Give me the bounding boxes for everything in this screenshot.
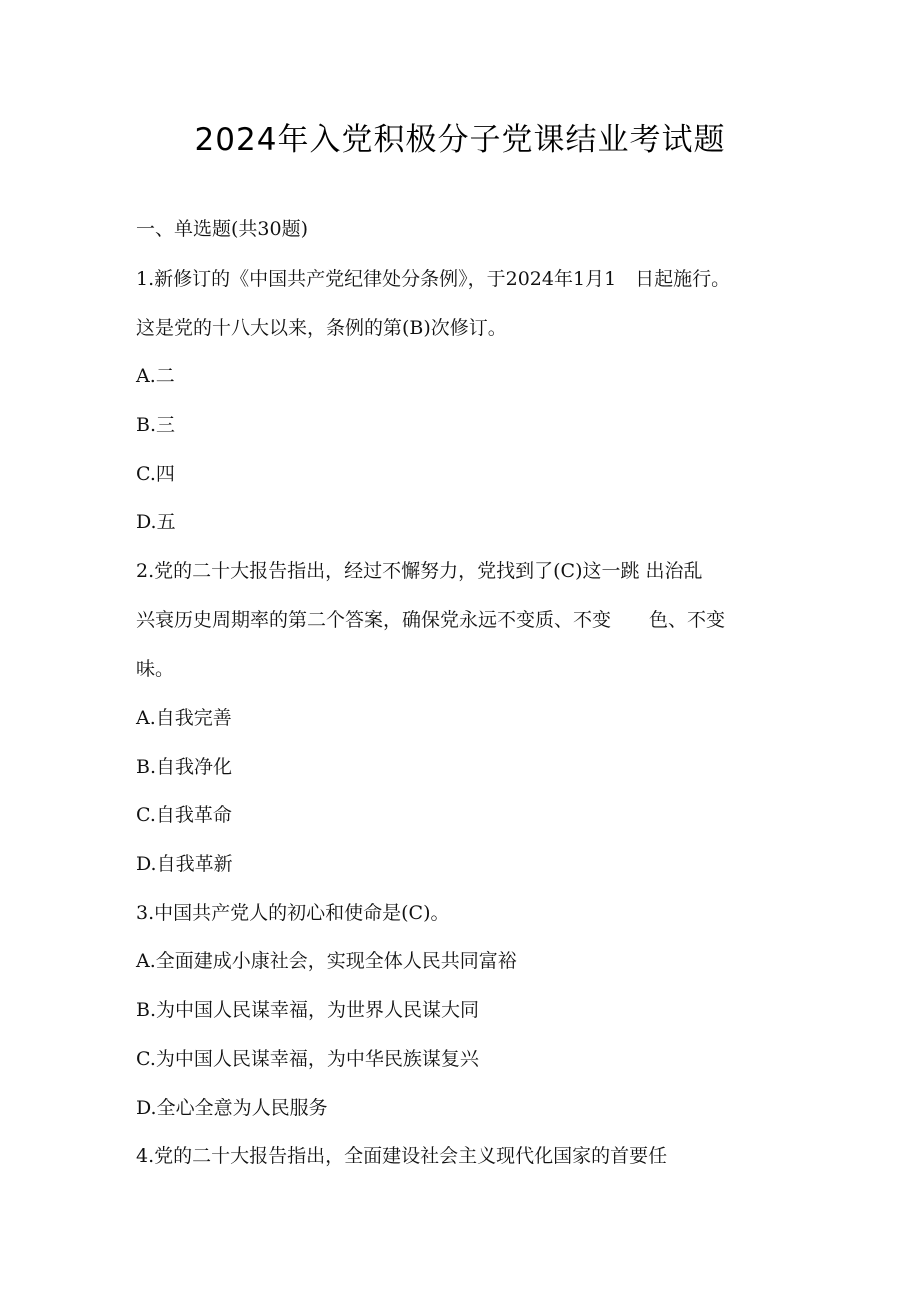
question-1-option-c: C.四	[136, 463, 175, 485]
question-2-option-b: B.自我净化	[136, 756, 233, 778]
question-3-option-c: C.为中国人民谋幸福，为中华民族谋复兴	[136, 1048, 479, 1070]
document-title: 2024年入党积极分子党课结业考试题	[194, 122, 726, 158]
question-2-option-a: A.自我完善	[136, 707, 232, 729]
question-4-line-1: 4.党的二十大报告指出，全面建设社会主义现代化国家的首要任	[136, 1145, 668, 1167]
question-2-line-2: 兴衰历史周期率的第二个答案，确保党永远不变质、不变 色、不变	[136, 609, 726, 631]
question-1-option-a: A.二	[136, 365, 175, 387]
question-3-option-d: D.全心全意为人民服务	[136, 1097, 328, 1119]
question-3-option-a: A.全面建成小康社会，实现全体人民共同富裕	[136, 950, 517, 972]
question-1-line-1: 1.新修订的《中国共产党纪律处分条例》，于2024年1月1 日起施行。	[136, 268, 731, 290]
question-2-line-3: 味。	[136, 658, 175, 680]
section-heading: 一、单选题(共30题)	[136, 218, 309, 240]
question-1-option-b: B.三	[136, 414, 176, 436]
question-1-option-d: D.五	[136, 511, 176, 533]
question-3-option-b: B.为中国人民谋幸福，为世界人民谋大同	[136, 999, 480, 1021]
question-2-line-1: 2.党的二十大报告指出，经过不懈努力，党找到了(C)这一跳 出治乱	[136, 560, 703, 582]
question-3-line-1: 3.中国共产党人的初心和使命是(C)。	[136, 902, 450, 924]
question-1-line-2: 这是党的十八大以来，条例的第(B)次修订。	[136, 317, 507, 339]
question-2-option-d: D.自我革新	[136, 853, 233, 875]
question-2-option-c: C.自我革命	[136, 804, 232, 826]
